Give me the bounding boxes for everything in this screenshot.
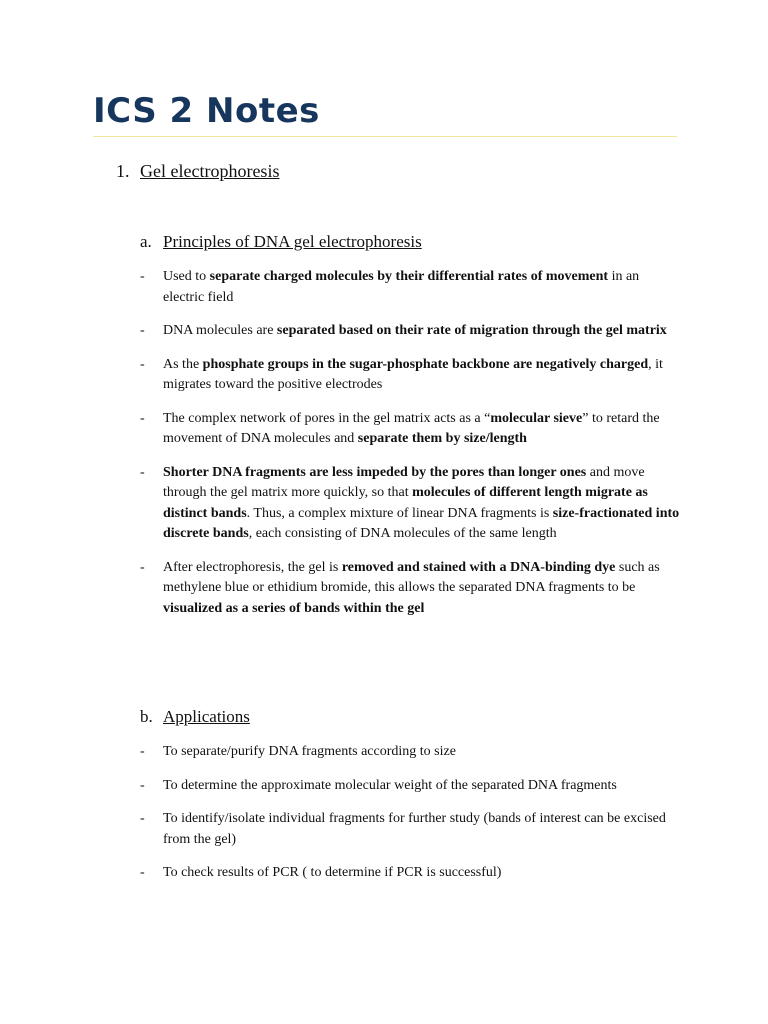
body-text: DNA molecules are <box>163 323 277 338</box>
bold-text: Shorter DNA fragments are less impeded by the pores than longer ones <box>163 464 587 480</box>
bullet-dash: - <box>140 410 145 426</box>
bullet-item <box>140 558 680 620</box>
bold-text: phosphate groups in the sugar-phosphate backbone are negatively charged <box>202 356 649 372</box>
applications-list <box>140 742 680 897</box>
body-text: and move through the gel matrix more quickly, so that <box>163 464 645 500</box>
page-title: ICS 2 Notes <box>93 91 320 131</box>
bullet-item <box>140 321 680 342</box>
subsection-heading-text: Applications <box>163 707 250 726</box>
bullet-dash: - <box>140 559 145 575</box>
subsection-heading-principles <box>140 230 422 254</box>
bullet-dash: - <box>140 269 145 284</box>
body-text: ” to retard the movement of DNA molecules and <box>163 410 660 446</box>
bullet-item <box>140 355 680 396</box>
bold-text: removed and stained with a DNA-binding dye <box>341 559 616 575</box>
bold-text: separate charged molecules by their differential rates of movement <box>209 269 609 284</box>
bold-text: separate them by size/length <box>357 431 527 446</box>
body-text: in an electric field <box>163 269 640 305</box>
body-text: , it migrates toward the positive electrodes <box>163 356 663 392</box>
section-heading-text: Gel electrophoresis <box>140 161 280 181</box>
body-text: Used to <box>163 269 210 284</box>
bullet-item <box>140 809 680 850</box>
body-text: To identify/isolate individual fragments for further study (bands of interest can be excised from the gel) <box>163 811 666 847</box>
bullet-dash: - <box>140 464 145 480</box>
body-text: To separate/purify DNA fragments according to size <box>163 744 456 759</box>
bullet-dash: - <box>140 777 145 793</box>
body-text: To determine the approximate molecular weight of the separated DNA fragments <box>163 777 617 793</box>
section-number: 1. <box>116 161 130 181</box>
title-divider <box>93 136 677 137</box>
bold-text: separated based on their rate of migration through the gel matrix <box>276 323 667 338</box>
subsection-letter: a. <box>140 232 152 251</box>
subsection-heading-applications <box>140 705 250 729</box>
body-text: To check results of PCR ( to determine if PCR is successful) <box>163 865 502 880</box>
body-text: As the <box>163 356 203 372</box>
bullet-dash: - <box>140 744 145 759</box>
subsection-letter: b. <box>140 707 153 726</box>
bold-text: molecules of different length migrate as distinct bands <box>163 485 648 521</box>
section-heading <box>116 158 279 184</box>
bullet-dash: - <box>140 356 145 372</box>
bold-text: molecular sieve <box>490 410 583 426</box>
body-text: such as methylene blue or ethidium bromide, this allows the separated DNA fragments to be <box>163 559 660 595</box>
bold-text: visualized as a series of bands within the gel <box>163 600 425 616</box>
bullet-dash: - <box>140 811 145 826</box>
body-text: . Thus, a complex mixture of linear DNA fragments is <box>246 505 553 521</box>
bold-text: size-fractionated into discrete bands <box>163 505 680 541</box>
principles-list <box>140 267 680 632</box>
body-text: , each consisting of DNA molecules of the same length <box>248 526 557 541</box>
bullet-item <box>140 742 680 763</box>
bullet-item <box>140 776 680 797</box>
body-text: After electrophoresis, the gel is <box>163 559 342 575</box>
bullet-item <box>140 409 680 450</box>
subsection-heading-text: Principles of DNA gel electrophoresis <box>163 232 422 251</box>
bullet-dash: - <box>140 323 145 338</box>
bullet-item <box>140 463 680 545</box>
bullet-item <box>140 863 680 884</box>
bullet-item <box>140 267 680 308</box>
bullet-dash: - <box>140 865 145 880</box>
body-text: The complex network of pores in the gel matrix acts as a “ <box>163 410 491 426</box>
